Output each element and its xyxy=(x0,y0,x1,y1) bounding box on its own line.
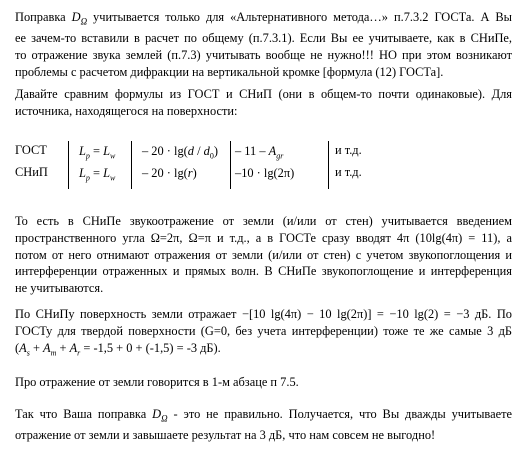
paragraph-6 xyxy=(15,406,512,444)
column-divider-1 xyxy=(68,141,69,189)
p4-line-2: ГОСТу для твердой поверхности (G=0, без учета интерференции) тоже те же самые 3 дБ xyxy=(15,323,512,338)
gost-cell-etc: и т.д. xyxy=(335,143,362,157)
gost-cell-level: $L_p = L_w$ xyxy=(79,144,116,161)
paragraph-2 xyxy=(15,86,512,120)
p4-line-3: ($A_s + A_m + A_r = -1,5 + 0 + (-1,5) = -3$ дБ). xyxy=(15,340,221,358)
p3-line-5: не учитываются. xyxy=(15,281,104,296)
paragraph-4 xyxy=(15,306,512,362)
p1-line-1: Поправка $D_\Omega$ учитывается только для «Альтернативного метода…» п.7.3.2 ГОСТа. А Вы xyxy=(15,10,513,27)
row-label-snip: СНиП xyxy=(15,165,48,179)
p1-line-3: то отражение звука землей (п.7.3) учитывать вообще не нужно!!! НО при этом возникают xyxy=(15,48,512,63)
snip-cell-level: $L_p = L_w$ xyxy=(79,166,116,183)
p1-line-2: ее зачем-то вставили в расчет по общему (п.7.3.1). Если Вы ее учитываете, как в СНиПе, xyxy=(15,31,512,46)
p4-formula: −[10 lg(4π) − 10 lg(2π)] = −10 lg(2) = −3 дБ. xyxy=(241,307,492,321)
gost-cell-ground: – $11 - A_{gr}$ xyxy=(235,144,284,161)
paragraph-5 xyxy=(15,374,512,391)
paragraph-3 xyxy=(15,213,512,297)
p4-line-1: По СНиПу поверхность земли отражает −[10 lg(4π) − 10 lg(2π)] = −10 lg(2) = −3 дБ. По xyxy=(15,307,512,321)
column-divider-4 xyxy=(328,141,329,189)
p2-line-2: источника, находящегося на поверхности: xyxy=(15,103,238,118)
p3-line-3: потом от него отнимают отражения от земли (и/или от стен) с учетом звукопоглощения и xyxy=(15,247,512,262)
column-divider-3 xyxy=(230,141,231,189)
p6-line-2: отражение от земли и завышаете результат на 3 дБ, что нам совсем не выгодно! xyxy=(15,428,436,443)
column-divider-2 xyxy=(131,141,132,189)
p2-line-1: Давайте сравним формулы из ГОСТ и СНиП (они в общем-то почти одинаковые). Для xyxy=(15,87,512,101)
snip-cell-etc: и т.д. xyxy=(335,165,362,179)
paragraph-1 xyxy=(15,9,512,81)
p5-line-1: Про отражение от земли говорится в 1-м абзаце п 7.5. xyxy=(15,375,299,389)
gost-cell-divergence: – $20 \cdot \lg(d / d_0)$ xyxy=(142,144,218,161)
p6-line-1: Так что Ваша поправка $D_\Omega$ - это не правильно. Получается, что Вы дважды учитываете xyxy=(15,407,512,424)
p1-line-4: проблемы с расчетом дифракции на вертикальной кромке [формула (12) ГОСТа]. xyxy=(15,64,444,79)
snip-cell-ground: –10 · lg(2π) xyxy=(235,166,295,180)
row-label-gost: ГОСТ xyxy=(15,143,47,157)
p3-line-4: интерференции отраженных и прямых волн. В СНиПе звукопоглощение и интерференция xyxy=(15,264,512,279)
p3-line-2: пространственного угла Ω=2π, Ω=π и т.д., а в ГОСТе сразу вводят 4π (10lg(4π) = 11), а xyxy=(15,230,512,245)
p3-line-1: То есть в СНиПе звукоотражение от земли (и/или от стен) учитывается введением xyxy=(15,214,512,228)
snip-cell-divergence: – 20 · lg(r) xyxy=(142,166,197,180)
